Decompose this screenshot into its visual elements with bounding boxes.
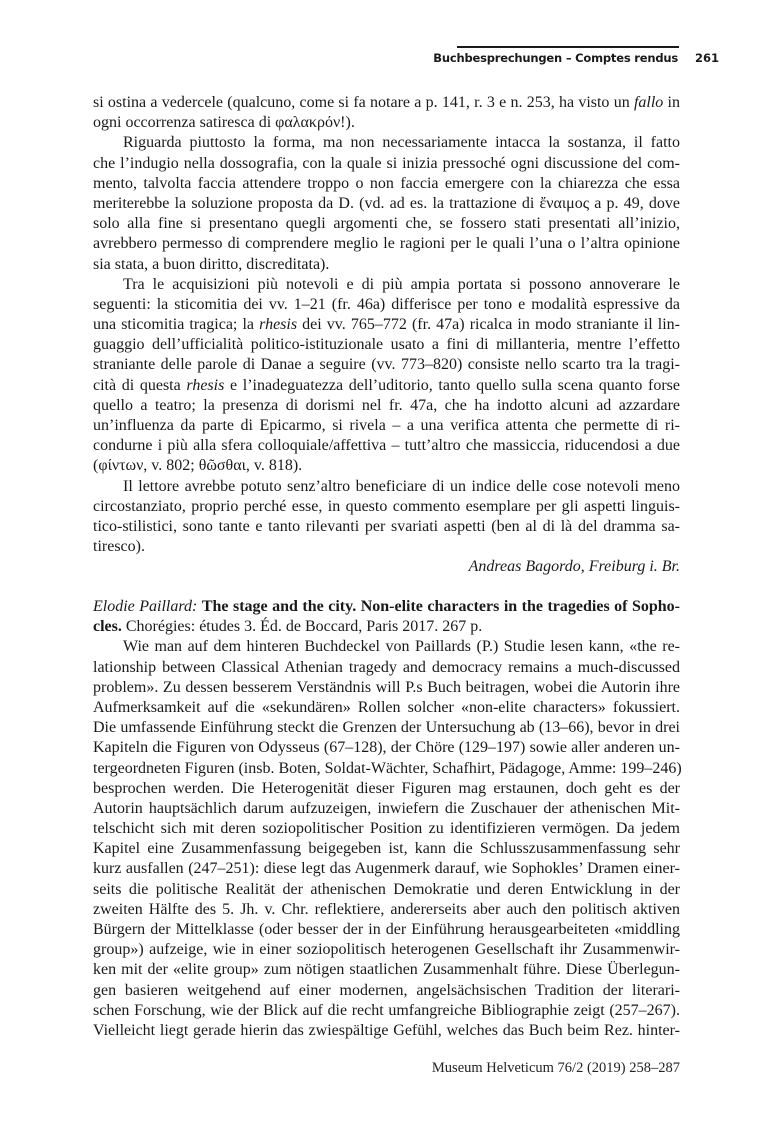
italic-text: Elodie Paillard: xyxy=(93,598,198,615)
text-line xyxy=(93,920,680,940)
text-line xyxy=(93,436,680,456)
text: Kapitel eine Zusammenfassung beigegeben ist, kann die Schlusszusammenfassung sehr xyxy=(93,840,680,858)
text: condurne i più alla sfera colloquiale/affettiva – tutt’altro che massiccia, riducendosi a due xyxy=(93,437,680,455)
text: tergeordneten Figuren (insb. Boten, Soldat-Wächter, Schafhirt, Pädagoge, Amme: 199–246) xyxy=(93,759,682,777)
text-line xyxy=(93,718,680,738)
text-line xyxy=(93,456,680,476)
text-line xyxy=(93,880,680,900)
text-line xyxy=(93,617,680,637)
text-line xyxy=(93,1021,680,1041)
text: quello a teatro; la presenza di dorismi nel fr. 47a, che ha indotto alcuni ad azzardare xyxy=(93,396,680,414)
text: ken mit der «elite group» zum nötigen staatlichen Zusammenhalt führe. Diese Überlegun- xyxy=(93,961,680,979)
text: si ostina a vedercele (qualcuno, come si fa notare a p. 141, r. 3 e n. 253, ha visto un xyxy=(93,94,634,111)
text-line xyxy=(93,497,680,517)
text: Vielleicht liegt gerade hierin das zwiespältige Gefühl, welches das Buch beim Rez. hinter- xyxy=(93,1021,680,1039)
text-line xyxy=(93,194,680,214)
text: schen Forschung, wie der Blick auf die recht umfangreiche Bibliographie zeigt (257–267). xyxy=(93,1001,680,1019)
text-line xyxy=(93,355,680,375)
text: e l’inadeguatezza dell’uditorio, tanto quello sulla scena quanto forse xyxy=(224,376,680,394)
text: problem». Zu dessen besserem Verständnis will P.s Buch beitragen, wobei die Autorin ihre xyxy=(93,678,680,696)
paragraph xyxy=(93,133,680,274)
text: dei vv. 765–772 (fr. 47a) ricalca in modo straniante il lin- xyxy=(297,316,681,334)
text: straniante delle parole di Danae a seguire (vv. 773–820) consiste nello scarto tra la tragi- xyxy=(93,356,680,374)
text: sia stata, a buon diritto, discreditata). xyxy=(93,255,330,273)
text: solo alla fine si presentano quegli argomenti che, se fossero stati presentati all’inizio, xyxy=(93,215,680,233)
text-line xyxy=(93,234,680,254)
paragraph xyxy=(93,477,680,558)
review-italian xyxy=(93,93,680,578)
paragraph xyxy=(93,637,680,1041)
text: Kapiteln die Figuren von Odysseus (67–128), der Chöre (129–197) sowie aller anderen un- xyxy=(93,739,680,757)
text-line xyxy=(93,900,680,920)
italic-text: rhesis xyxy=(259,316,298,334)
text-line xyxy=(93,759,680,779)
italic-text: fallo xyxy=(633,94,664,111)
text: Riguarda piuttosto la forma, ma non necessariamente intacca la sostanza, il fatto xyxy=(123,134,680,152)
text: Aufmerksamkeit auf die «sekundären» Rollen solcher «non-elite characters» fokussiert. xyxy=(93,698,680,716)
text: Autorin hauptsächlich darum aufzuzeigen, inwiefern die Zuschauer der athenischen Mit- xyxy=(93,799,680,817)
text-line xyxy=(93,678,680,698)
text: mento, talvolta faccia attendere troppo o non faccia emergere con la chiarezza che essa xyxy=(93,174,680,192)
text-line xyxy=(93,214,680,234)
text-line xyxy=(93,738,680,758)
text-line xyxy=(93,275,680,295)
text-line xyxy=(93,133,680,153)
text-line xyxy=(93,174,680,194)
text-line xyxy=(93,637,680,657)
text: meriterebbe la soluzione proposta da D. (vd. ad es. la trattazione di ἔναιμος a p. 49, dove xyxy=(93,194,680,212)
text-line xyxy=(93,819,680,839)
text-line xyxy=(93,960,680,980)
text-line xyxy=(93,416,680,436)
text: kurz ausfallen (247–251): diese legt das Augenmerk darauf, wie Sophokles’ Dramen einer- xyxy=(93,860,680,878)
text-line xyxy=(93,658,680,678)
text-line xyxy=(93,477,680,497)
text-line xyxy=(93,517,680,537)
text-line xyxy=(93,859,680,879)
journal-footer: Museum Helveticum 76/2 (2019) 258–287 xyxy=(431,1060,680,1076)
text-line xyxy=(93,154,680,174)
text: che l’indugio nella dossografia, con la quale si inizia pressoché ogni discussione del com- xyxy=(93,154,680,172)
book-citation xyxy=(93,597,680,637)
text: zweiten Hälfte des 5. Jh. v. Chr. reflektiere, andererseits aber auch den politisch aktiven xyxy=(93,900,680,918)
text-line xyxy=(93,93,680,113)
text: (φίντων, v. 802; θῶσθαι, v. 818). xyxy=(93,457,303,475)
text-line xyxy=(93,537,680,557)
text: seguenti: la sticomitia dei vv. 1–21 (fr. 46a) differisce per tono e modalità espressive da xyxy=(93,295,680,313)
paragraph xyxy=(93,275,680,477)
text: cità di questa xyxy=(93,376,187,394)
text-line xyxy=(93,295,680,315)
page-number: 261 xyxy=(695,51,720,65)
text: Bürgern der Mittelklasse (oder besser der in der Einführung herausgearbeiteten «middling xyxy=(93,921,680,938)
text-line xyxy=(93,698,680,718)
text-line xyxy=(93,315,680,335)
running-header: Buchbesprechungen – Comptes rendus xyxy=(433,51,678,65)
header-rule xyxy=(457,46,679,48)
text: besprochen werden. Die Heterogenität dieser Figuren mag erstaunen, doch geht es der xyxy=(93,779,680,797)
text-line xyxy=(93,376,680,396)
paragraph xyxy=(93,93,680,133)
text: guaggio dell’ufficialità politico-istituzionale usato a fini di millanteria, mentre l’effetto xyxy=(93,336,680,354)
reviewer-signature: Andreas Bagordo, Freiburg i. Br. xyxy=(468,558,680,576)
text: avrebbero permesso di comprendere meglio le ragioni per le quali l’una o l’altra opinione xyxy=(93,235,680,253)
text: lationship between Classical Athenian tragedy and democracy remains a much-discussed xyxy=(93,658,680,676)
bold-title: The stage and the city. Non-elite characters in the tragedies of Sopho- xyxy=(201,598,681,615)
text-line xyxy=(93,839,680,859)
text-line xyxy=(93,396,680,416)
text-line xyxy=(93,255,680,275)
text: Die umfassende Einführung steckt die Grenzen der Untersuchung ab (13–66), bevor in drei xyxy=(93,719,680,737)
text: circostanziato, proprio perché esse, in questo commento esemplare per gli aspetti linguis- xyxy=(93,497,680,515)
text: Il lettore avrebbe potuto senz’altro beneficiare di un indice delle cose notevoli meno xyxy=(123,477,680,495)
bold-title: cles. xyxy=(93,618,122,636)
text-line xyxy=(93,1001,680,1021)
text-line xyxy=(93,779,680,799)
text-line xyxy=(93,597,680,617)
text: telschicht sich mit deren soziopolitischer Position zu identifizieren vermögen. Da jedem xyxy=(93,820,680,838)
text: seits die politische Realität der athenischen Demokratie und deren Entwicklung in der xyxy=(93,880,680,898)
text-line xyxy=(93,940,680,960)
text: in xyxy=(663,94,680,111)
review-paillard xyxy=(93,597,680,1041)
text-line xyxy=(93,981,680,1001)
text: gen basieren weitgehend auf einer modernen, angelsächsischen Tradition der literari- xyxy=(93,981,680,999)
text: tiresco). xyxy=(93,538,145,556)
text: Tra le acquisizioni più notevoli e di più ampia portata si possono annoverare le xyxy=(123,275,680,293)
text-line xyxy=(93,113,680,133)
text-line xyxy=(93,335,680,355)
text: un’influenza da parte di Epicarmo, si rivela – a una verifica attenta che permette di ri- xyxy=(93,417,680,434)
text: una sticomitia tragica; la xyxy=(93,316,260,334)
text: group») aufzeige, wie in einer soziopolitisch heterogenen Gesellschaft ihr Zusammenwir- xyxy=(93,941,680,959)
text: Chorégies: études 3. Éd. de Boccard, Paris 2017. 267 p. xyxy=(121,618,483,636)
text: tico-stilistici, sono tante e tanto rilevanti per svariati aspetti (ben al di là del dramma sa- xyxy=(93,517,680,535)
italic-text: rhesis xyxy=(186,376,225,394)
text-line xyxy=(93,799,680,819)
text: Wie man auf dem hinteren Buchdeckel von Paillards (P.) Studie lesen kann, «the re- xyxy=(123,638,680,656)
text: ogni occorrenza satiresca di φαλακρόν!). xyxy=(93,114,355,132)
